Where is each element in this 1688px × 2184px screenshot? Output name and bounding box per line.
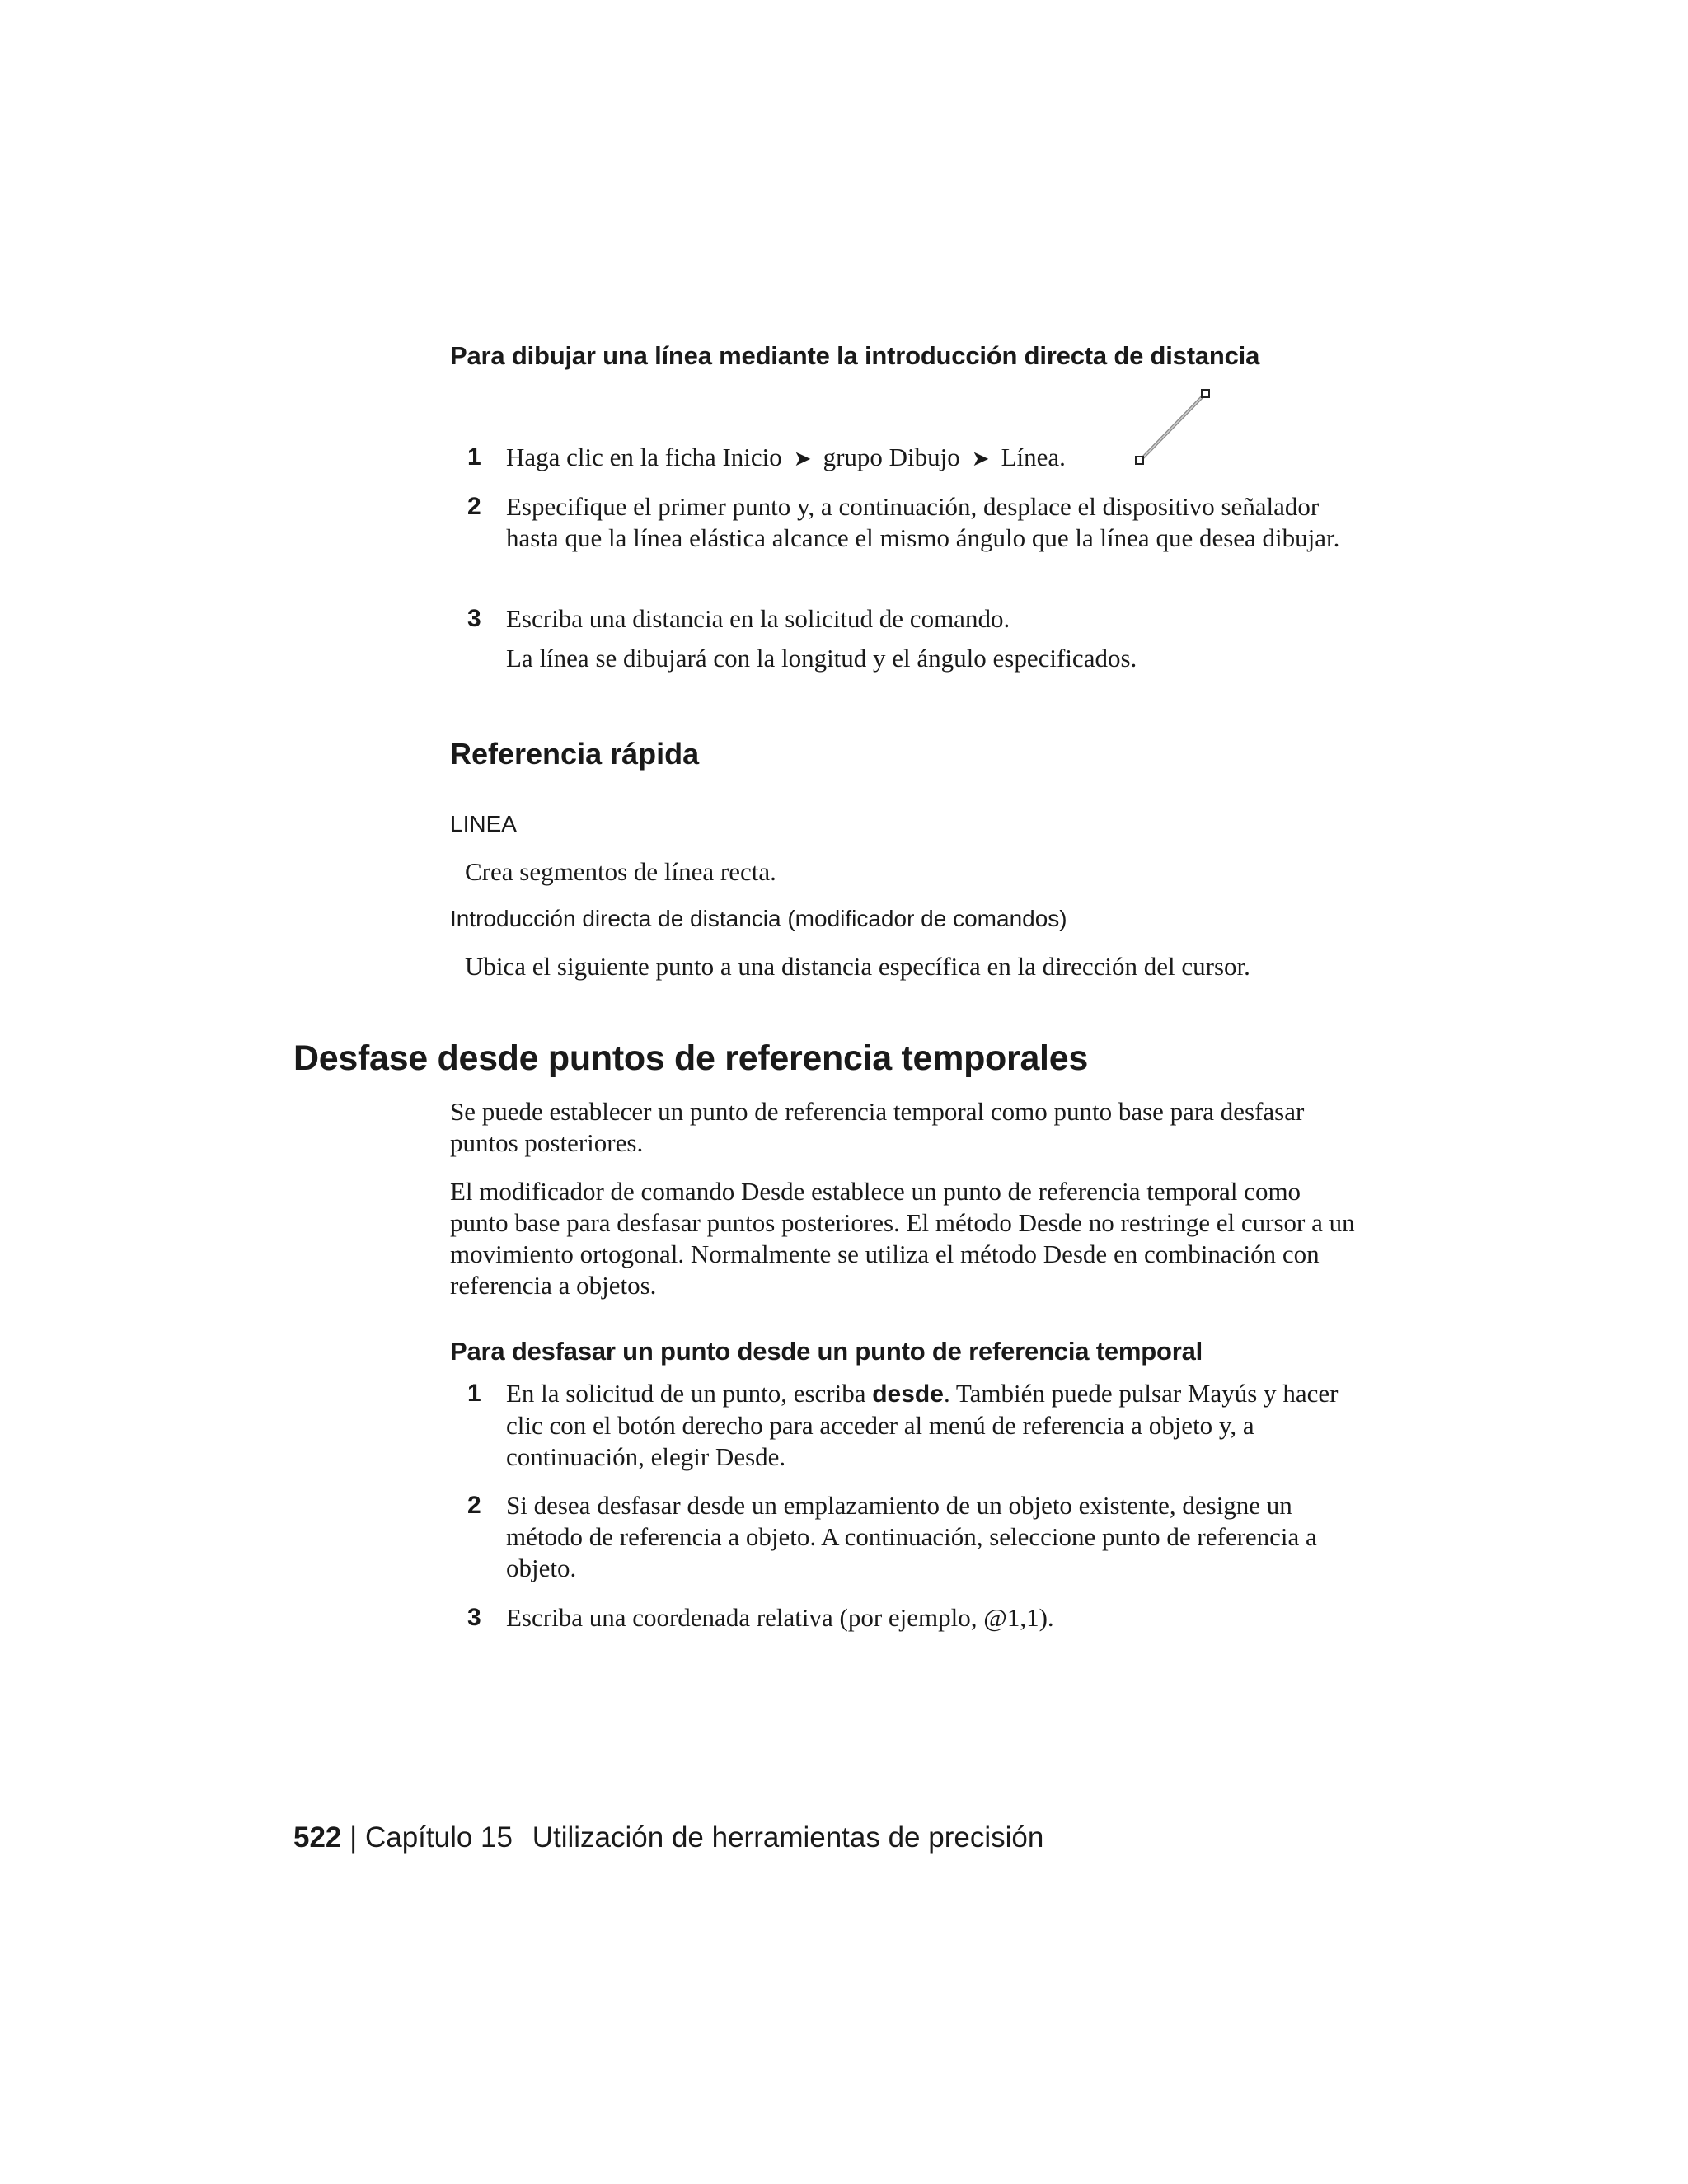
command-reference: Línea. bbox=[1001, 443, 1066, 471]
command-keyword: desde bbox=[872, 1380, 944, 1408]
quick-reference-description: Crea segmentos de línea recta. bbox=[465, 857, 776, 886]
procedure-heading: Para desfasar un punto desde un punto de referencia temporal bbox=[450, 1337, 1203, 1366]
step-text: Si desea desfasar desde un emplazamiento de un objeto existente, designe un método de referencia a objeto. A continuación, seleccione punto de referencia a objeto. bbox=[506, 1491, 1317, 1582]
ribbon-tab-reference: Haga clic en la ficha Inicio bbox=[506, 443, 782, 471]
step-text: Escriba una distancia en la solicitud de comando. bbox=[506, 604, 1010, 633]
body-paragraph: El modificador de comando Desde establece un punto de referencia temporal como punto base para desfasar puntos posteriores. El método Desde no restringe el cursor a un movimiento ortogonal. Normalmente se utiliza el método Desde en combinación con referencia a objetos. bbox=[450, 1177, 1355, 1300]
step-number: 2 bbox=[467, 1492, 481, 1519]
step-text: Especifique el primer punto y, a continuación, desplace el dispositivo señalador hasta que la línea elástica alcance el mismo ángulo que la línea que desea dibujar. bbox=[506, 492, 1340, 552]
quick-reference-term: LINEA bbox=[450, 811, 517, 837]
step-text: En la solicitud de un punto, escriba bbox=[506, 1379, 873, 1408]
page-number: 522 bbox=[293, 1821, 342, 1854]
arrow-right-icon: ➤ bbox=[971, 447, 990, 471]
step-number: 2 bbox=[467, 493, 481, 520]
step-number: 3 bbox=[467, 1604, 481, 1631]
procedure-step bbox=[467, 442, 1357, 475]
quick-reference-term: Introducción directa de distancia (modificador de comandos) bbox=[450, 906, 1067, 931]
quick-reference-heading: Referencia rápida bbox=[450, 737, 700, 771]
step-text: Escriba una coordenada relativa (por ejemplo, @1,1). bbox=[506, 1603, 1054, 1632]
procedure-heading: Para dibujar una línea mediante la introducción directa de distancia bbox=[450, 341, 1260, 370]
step-number: 1 bbox=[467, 1380, 481, 1407]
ribbon-group-reference: grupo Dibujo bbox=[823, 443, 960, 471]
footer-separator: | bbox=[349, 1821, 358, 1854]
quick-reference-description: Ubica el siguiente punto a una distancia específica en la dirección del cursor. bbox=[465, 952, 1250, 981]
step-number: 3 bbox=[467, 605, 481, 632]
arrow-right-icon: ➤ bbox=[793, 447, 812, 471]
procedure-step bbox=[467, 1378, 1357, 1473]
body-paragraph: Se puede establecer un punto de referencia temporal como punto base para desfasar puntos posteriores. bbox=[450, 1097, 1305, 1157]
chapter-label: Capítulo 15 bbox=[364, 1821, 513, 1854]
procedure-step bbox=[467, 603, 1357, 674]
step-text: . También puede pulsar Mayús y hacer clic con el botón derecho para acceder al menú de referencia a objeto y, a continuación, elegir Desde. bbox=[506, 1379, 1339, 1471]
page-footer bbox=[293, 1821, 1043, 1854]
procedure-step bbox=[467, 1490, 1357, 1584]
step-number: 1 bbox=[467, 443, 481, 471]
chapter-title: Utilización de herramientas de precisión bbox=[532, 1821, 1044, 1854]
step-result-note: La línea se dibujará con la longitud y el ángulo especificados. bbox=[506, 644, 1137, 673]
procedure-step bbox=[467, 491, 1357, 554]
line-tool-icon bbox=[1134, 387, 1212, 466]
section-heading: Desfase desde puntos de referencia temporales bbox=[293, 1038, 1088, 1078]
procedure-step bbox=[467, 1602, 1357, 1633]
